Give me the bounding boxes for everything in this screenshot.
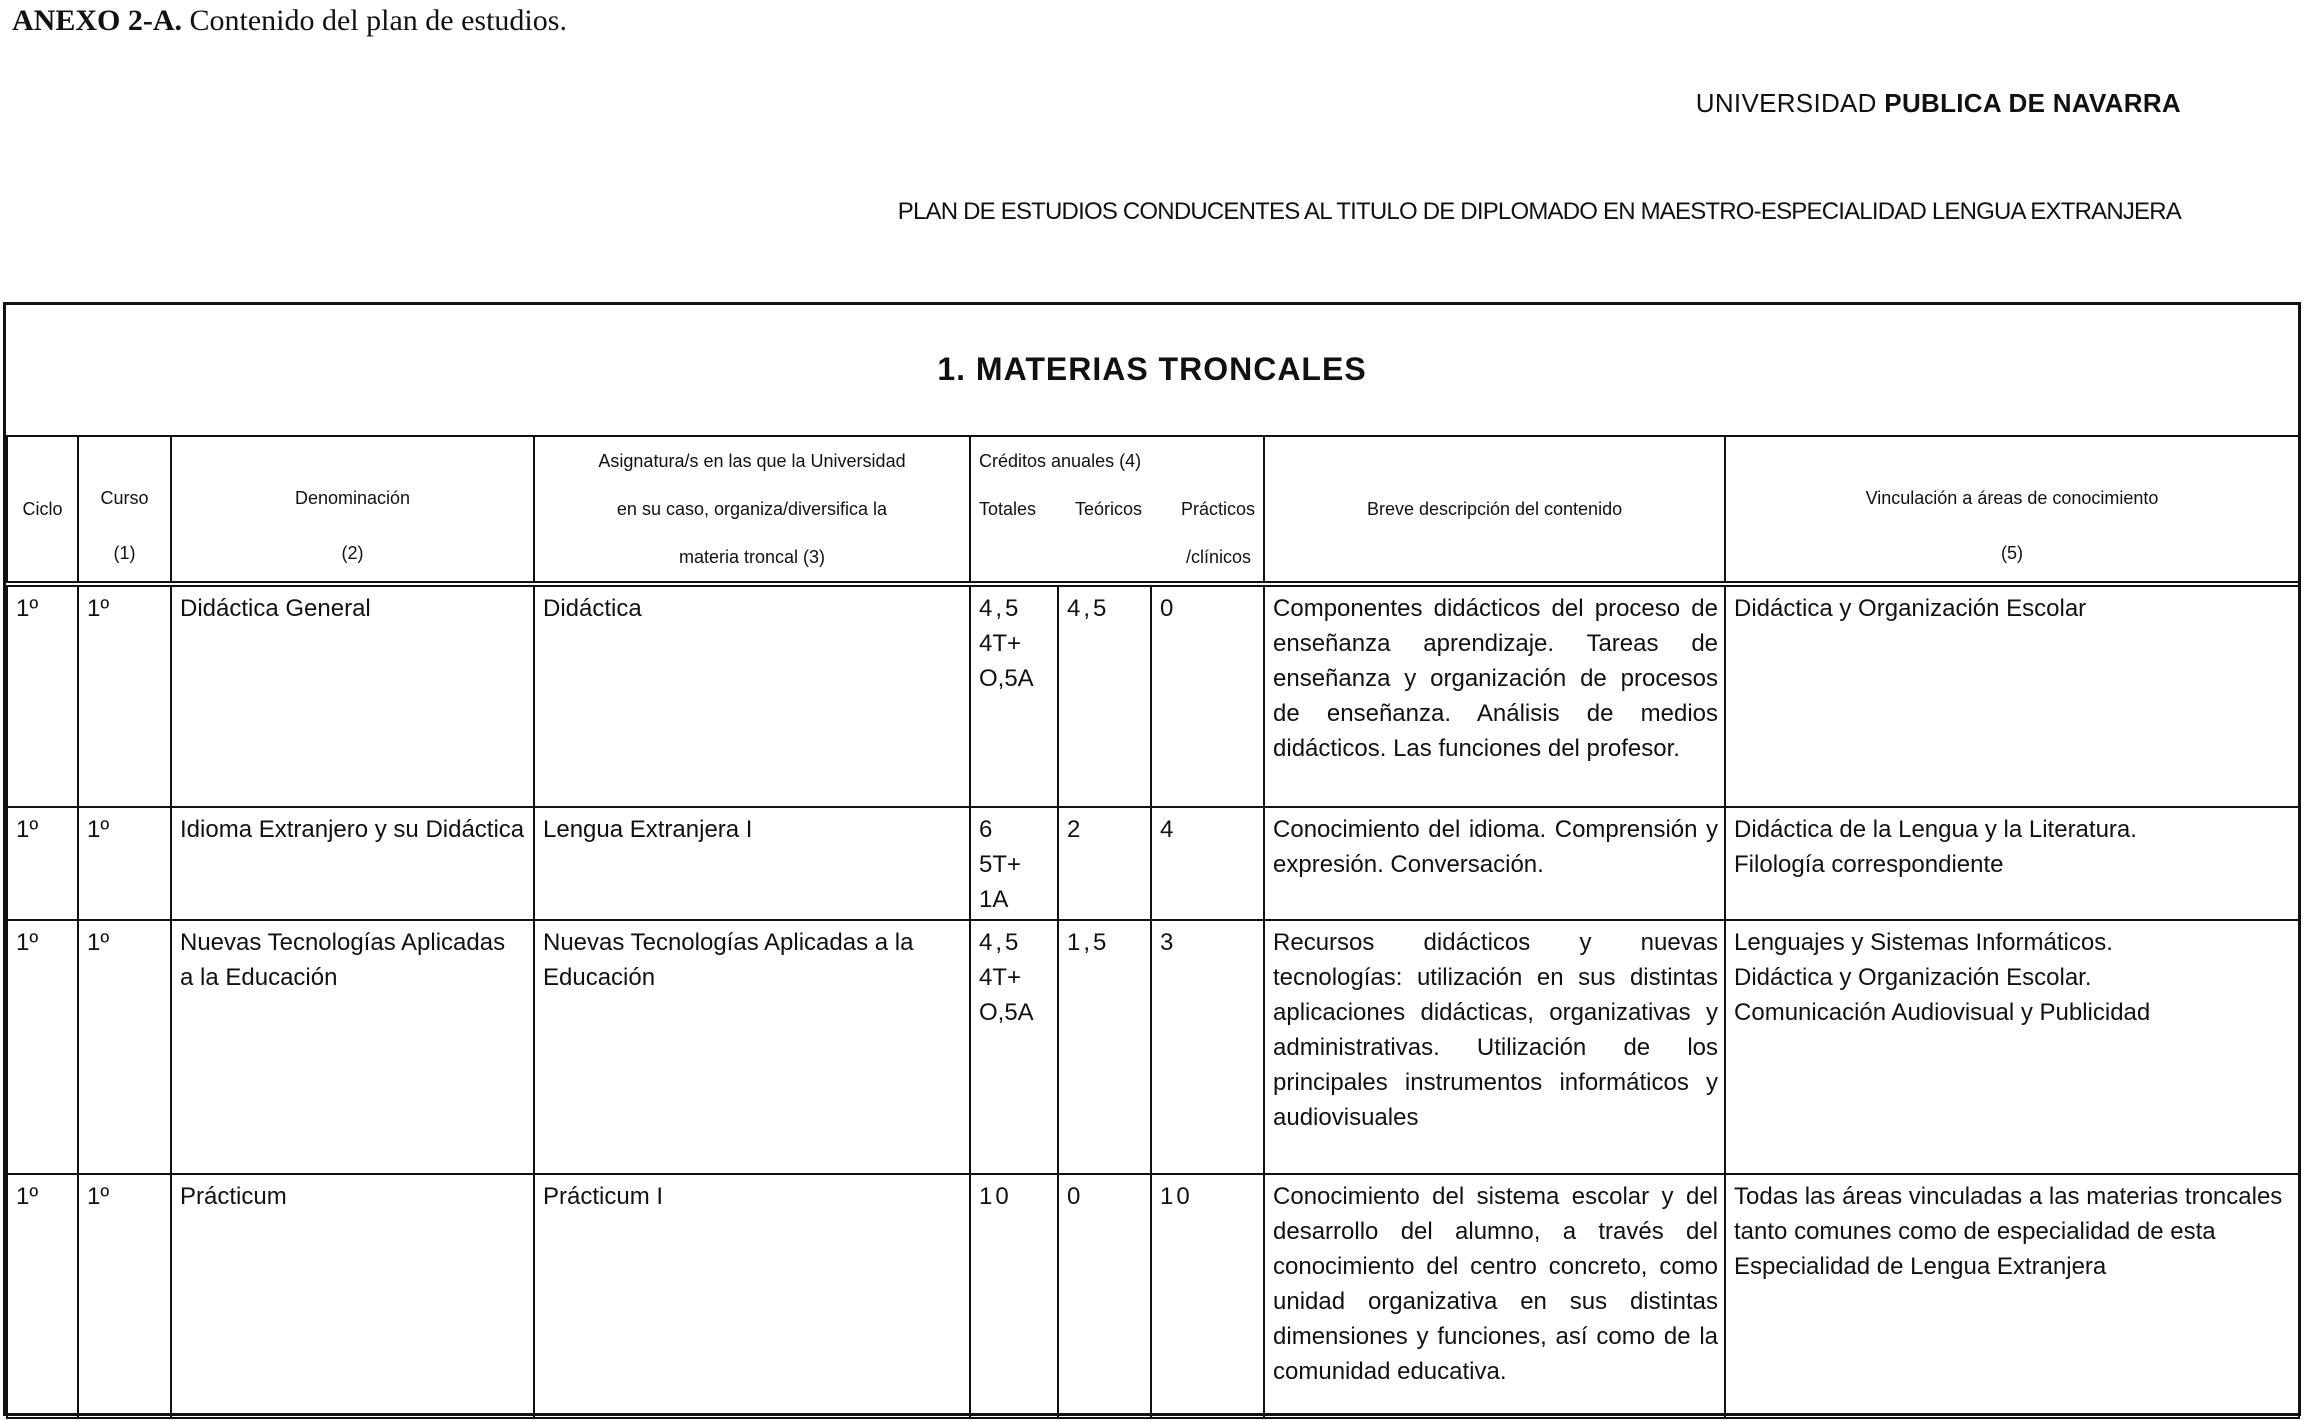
totales-line: 5T+ xyxy=(979,851,1022,878)
col-vinculacion xyxy=(1725,436,2299,584)
cell-vinculacion xyxy=(1725,584,2299,807)
cell-ciclo: 1º xyxy=(7,920,78,1174)
cell-descripcion: Componentes didácticos del proceso de enseñanza aprendizaje. Tareas de enseñanza y organización de procesos de enseñanza. Análisis de medios didácticos. Las funciones del profesor. xyxy=(1264,584,1725,807)
cell-curso: 1º xyxy=(78,807,171,920)
cell-curso: 1º xyxy=(78,920,171,1174)
cell-vinculacion: Todas las áreas vinculadas a las materias troncales tanto comunes como de especialidad de esta Especialidad de Lengua Extranjera xyxy=(1725,1174,2299,1418)
col-vinculacion-label: Vinculación a áreas de conocimiento xyxy=(1865,488,2159,508)
totales-line: 4,5 xyxy=(979,929,1022,956)
col-teoricos-label: Teóricos xyxy=(1075,498,1143,519)
col-totales-label: Totales xyxy=(979,498,1037,519)
col-creditos xyxy=(970,436,1264,584)
cell-denominacion: Nuevas Tecnologías Aplicadas a la Educación xyxy=(171,920,534,1174)
totales-line: 4T+ xyxy=(979,964,1022,991)
cell-totales xyxy=(970,807,1058,920)
vinculacion-line: Comunicación Audiovisual y Publicidad xyxy=(1734,999,2151,1026)
university-prefix: UNIVERSIDAD xyxy=(1695,88,1885,118)
vinculacion-line: Filología correspondiente xyxy=(1734,851,2004,878)
cell-descripcion: Conocimiento del sistema escolar y del desarrollo del alumno, a través del conocimiento del centro concreto, como unidad organizativa en sus distintas dimensiones y funciones, así como de la comunidad educativa. xyxy=(1264,1174,1725,1418)
cell-denominacion: Didáctica General xyxy=(171,584,534,807)
col-creditos-label: Créditos anuales (4) xyxy=(979,450,1142,471)
plan-title: PLAN DE ESTUDIOS CONDUCENTES AL TITULO DE DIPLOMADO EN MAESTRO-ESPECIALIDAD LENGUA EXTRANJERA xyxy=(897,198,2181,225)
cell-denominacion: Prácticum xyxy=(171,1174,534,1418)
col-asignatura-line3: materia troncal (3) xyxy=(678,546,826,567)
col-denominacion-ref: (2) xyxy=(341,543,364,563)
table-row xyxy=(7,1174,2299,1418)
university-heading xyxy=(1696,88,2181,119)
cell-curso: 1º xyxy=(78,584,171,807)
vinculacion-line: Didáctica y Organización Escolar xyxy=(1734,595,2087,622)
cell-practicos: 10 xyxy=(1151,1174,1264,1418)
cell-asignatura: Lengua Extranjera I xyxy=(534,807,970,920)
cell-teoricos: 0 xyxy=(1058,1174,1151,1418)
col-denominacion xyxy=(171,436,534,584)
cell-teoricos: 4,5 xyxy=(1058,584,1151,807)
curriculum-table xyxy=(6,435,2300,1419)
col-descripcion-label: Breve descripción del contenido xyxy=(1366,498,1623,519)
cell-ciclo: 1º xyxy=(7,807,78,920)
header-row xyxy=(7,436,2299,584)
table-row xyxy=(7,807,2299,920)
col-curso-ref: (1) xyxy=(113,543,136,563)
table-row xyxy=(7,920,2299,1174)
cell-asignatura: Prácticum I xyxy=(534,1174,970,1418)
totales-line: 6 xyxy=(979,816,993,843)
cell-asignatura: Didáctica xyxy=(534,584,970,807)
cell-asignatura: Nuevas Tecnologías Aplicadas a la Educación xyxy=(534,920,970,1174)
totales-line: 10 xyxy=(979,1183,1012,1210)
university-name: PUBLICA DE NAVARRA xyxy=(1884,88,2181,118)
cell-teoricos: 2 xyxy=(1058,807,1151,920)
col-curso xyxy=(78,436,171,584)
section-title: 1. MATERIAS TRONCALES xyxy=(937,351,1367,387)
totales-line: 4,5 xyxy=(979,595,1022,622)
cell-ciclo: 1º xyxy=(7,1174,78,1418)
annex-label: ANEXO 2-A. xyxy=(12,4,182,37)
totales-line: 1A xyxy=(979,886,1009,913)
cell-curso: 1º xyxy=(78,1174,171,1418)
col-asignatura-line1: Asignatura/s en las que la Universidad xyxy=(598,450,906,471)
cell-descripcion: Recursos didácticos y nuevas tecnologías: utilización en sus distintas aplicaciones didácticas, organizativas y administrativas. Utilización de los principales instrumentos informáticos y audiovisuales xyxy=(1264,920,1725,1174)
col-asignatura-line2: en su caso, organiza/diversifica la xyxy=(616,498,888,519)
totales-line: O,5A xyxy=(979,665,1034,692)
annex-text: Contenido del plan de estudios. xyxy=(182,4,567,37)
cell-totales xyxy=(970,1174,1058,1418)
cell-practicos: 3 xyxy=(1151,920,1264,1174)
cell-descripcion: Conocimiento del idioma. Comprensión y expresión. Conversación. xyxy=(1264,807,1725,920)
cell-vinculacion xyxy=(1725,807,2299,920)
cell-denominacion: Idioma Extranjero y su Didáctica xyxy=(171,807,534,920)
vinculacion-line: Didáctica de la Lengua y la Literatura. xyxy=(1734,816,2137,843)
col-descripcion xyxy=(1264,436,1725,584)
col-clinicos-label: /clínicos xyxy=(1185,546,1252,567)
annex-heading xyxy=(12,4,567,38)
cell-totales xyxy=(970,584,1058,807)
cell-ciclo: 1º xyxy=(7,584,78,807)
cell-practicos: 4 xyxy=(1151,807,1264,920)
cell-vinculacion xyxy=(1725,920,2299,1174)
col-practicos-label: Prácticos xyxy=(1180,498,1256,519)
totales-line: 4T+ xyxy=(979,630,1022,657)
col-ciclo xyxy=(7,436,78,584)
curriculum-table-frame xyxy=(3,302,2301,1416)
vinculacion-line: Didáctica y Organización Escolar. xyxy=(1734,964,2092,991)
col-curso-label: Curso xyxy=(100,488,149,508)
col-asignatura xyxy=(534,436,970,584)
vinculacion-line: Lenguajes y Sistemas Informáticos. xyxy=(1734,929,2113,956)
col-vinculacion-ref: (5) xyxy=(2001,543,2024,563)
table-row xyxy=(7,584,2299,807)
totales-line: O,5A xyxy=(979,999,1034,1026)
cell-totales xyxy=(970,920,1058,1174)
col-denominacion-label: Denominación xyxy=(294,488,411,508)
col-ciclo-label: Ciclo xyxy=(22,498,63,519)
cell-teoricos: 1,5 xyxy=(1058,920,1151,1174)
cell-practicos: 0 xyxy=(1151,584,1264,807)
